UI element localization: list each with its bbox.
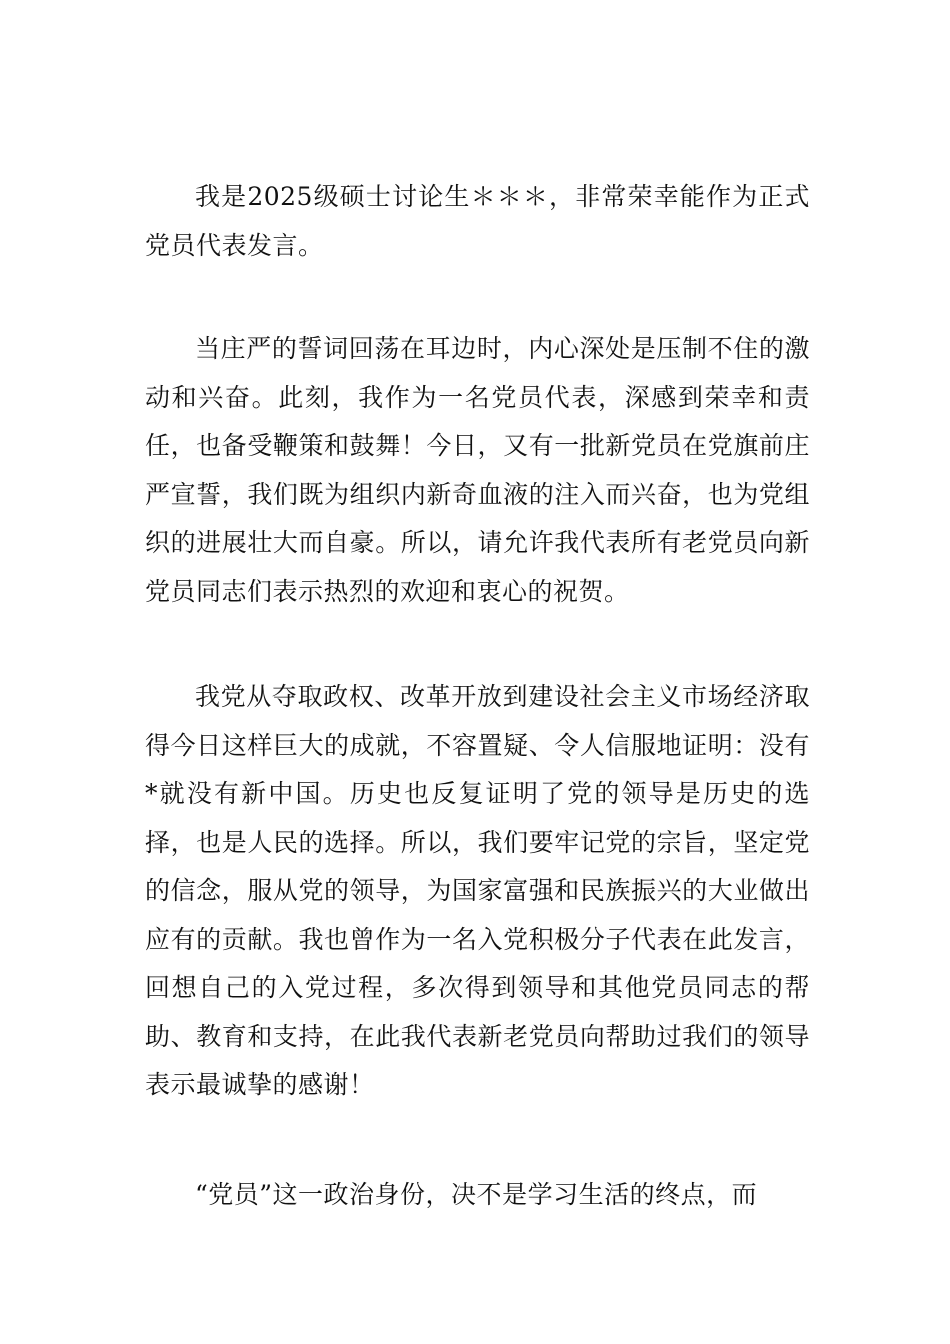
paragraph-2: 当庄严的誓词回荡在耳边时，内心深处是压制不住的激动和兴奋。此刻，我作为一名党员代表，深感到荣幸和责任，也备受鞭策和鼓舞！今日，又有一批新党员在党旗前庄严宣誓，我们既为组织内新奇血液的注入而兴奋，也为党组织的进展壮大而自豪。所以，请允许我代表所有老党员向新党员同志们表示热烈的欢迎和衷心的祝贺。 xyxy=(145,334,810,606)
paragraph-4: “党员”这一政治身份，决不是学习生活的终点，而 xyxy=(195,1180,758,1209)
paragraph-1: 我是2025级硕士讨论生＊＊＊，非常荣幸能作为正式党员代表发言。 xyxy=(145,182,810,260)
paragraph-3: 我党从夺取政权、改革开放到建设社会主义市场经济取得今日这样巨大的成就，不容置疑、令人信服地证明：没有*就没有新中国。历史也反复证明了党的领导是历史的选择，也是人民的选择。所以，我们要牢记党的宗旨，坚定党的信念，服从党的领导，为国家富强和民族振兴的大业做出应有的贡献。我也曾作为一名入党积极分子代表在此发言，回想自己的入党过程，多次得到领导和其他党员同志的帮助、教育和支持，在此我代表新老党员向帮助过我们的领导表示最诚挚的感谢！ xyxy=(145,682,810,1099)
